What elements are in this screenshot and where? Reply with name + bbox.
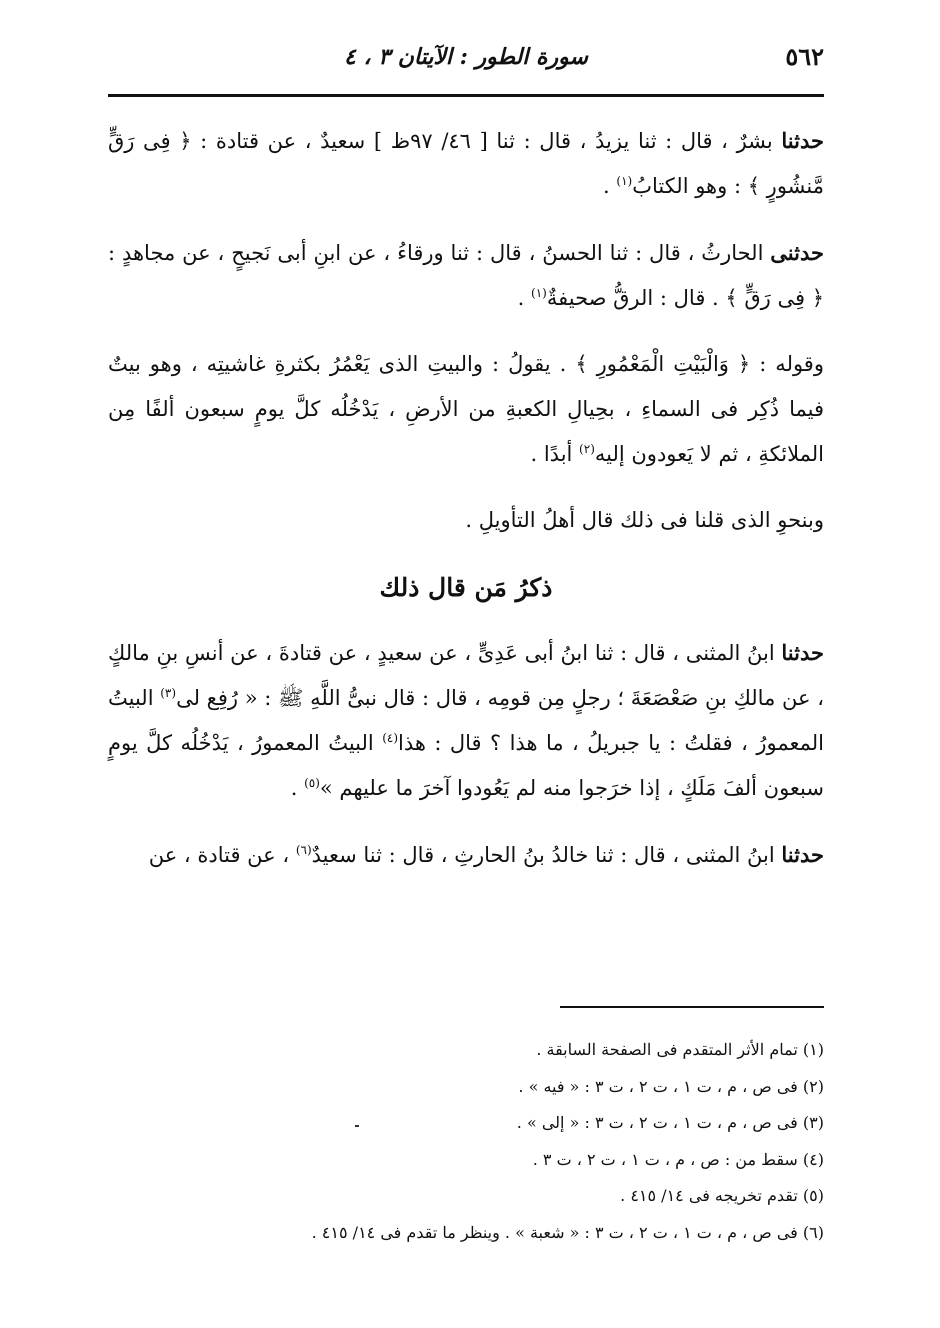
footnote-ref: (٢): [579, 442, 595, 456]
paragraph-text: البيتُ المعمورُ ، فقلتُ : يا جبريلُ ، ما هذا ؟ قال : هذا: [108, 686, 824, 755]
paragraph-text: وبنحوِ الذى قلنا فى ذلك قال أهلُ التأويلِ .: [465, 508, 824, 532]
footnote-ref: (٣): [160, 686, 177, 700]
footnote-3: (٣) فى ص ، م ، ت ١ ، ت ٢ ، ت ٣ : « إلى » .: [516, 1113, 824, 1132]
paragraph-text: ابنُ المثنى ، قال : ثنا ابنُ أبى عَدِىٍّ ، عن سعيدٍ ، عن قتادةَ ، عن أنسِ بنِ مالكٍ ، عن مالكِ بنِ صَعْصَعَةَ ؛ رجلٍ مِن قومِه ، قال : قال نبىُّ اللَّهِ ﷺ : « رُفِع لى: [108, 641, 825, 710]
header-rule: [108, 94, 824, 97]
footnote-2: (٢) فى ص ، م ، ت ١ ، ت ٢ ، ت ٣ : « فيه » .: [518, 1076, 824, 1096]
paragraph-5: [108, 630, 824, 811]
paragraph-lead: حدثنى: [770, 240, 824, 265]
footnotes: [200, 1032, 824, 1251]
paragraph-end: .: [517, 286, 532, 310]
footnote-1: (١) تمام الأثر المتقدم فى الصفحة السابقة .: [536, 1040, 824, 1059]
paragraph-text: البيتُ المعمورُ ، يَدْخُلُه كلَّ يومٍ سبعون ألفَ مَلَكٍ ، إذا خرَجوا منه لم يَعُودوا آخرَ ما عليهم »: [108, 731, 824, 800]
page-number: ٥٦٢: [785, 42, 824, 71]
paragraph-4: [108, 498, 824, 543]
paragraph-2: [108, 230, 824, 321]
scan-mark: [355, 1125, 359, 1127]
footnote-rule: [560, 1006, 824, 1008]
paragraph-text: وقوله : ﴿ وَالْبَيْتِ الْمَعْمُورِ ﴾ . يقولُ : والبيتِ الذى يَعْمُرُ بكثرةِ غاشيتِه ، وهو بيتٌ فيما ذُكِر فى السماءِ ، بحِيالِ الكعبةِ من الأرضِ ، يَدْخُلُه كلَّ يومٍ سبعون ألفًا مِن الملائكةِ ، ثم لا يَعودون إليه: [108, 352, 824, 466]
paragraph-1: [108, 118, 824, 209]
paragraph-3: [108, 342, 824, 477]
footnote-5: (٥) تقدم تخريجه فى ١٤/ ٤١٥ .: [620, 1186, 824, 1205]
footnote-ref: (٥): [304, 776, 320, 790]
paragraph-text: ابنُ المثنى ، قال : ثنا خالدُ بنُ الحارثِ ، قال : ثنا سعيدٌ: [311, 843, 775, 867]
paragraph-lead: حدثنا: [781, 640, 824, 665]
running-title: سورة الطور : الآيتان ٣ ، ٤: [344, 44, 588, 70]
footnote-ref: (١): [616, 174, 633, 188]
paragraph-6: [108, 832, 824, 878]
footnote-ref: (٦): [295, 843, 312, 857]
paragraph-lead: حدثنا: [781, 128, 824, 153]
paragraph-end: .: [290, 776, 305, 800]
paragraph-end: .: [603, 174, 617, 198]
paragraph-text: بشرٌ ، قال : ثنا يزيدُ ، قال : ثنا [ ٤٦/ ٩٧ظ ] سعيدٌ ، عن قتادة : ﴿ فِى رَقٍّ مَّنشُورٍ ﴾ : وهو الكتابُ: [108, 129, 824, 198]
footnote-6: (٦) فى ص ، م ، ت ١ ، ت ٢ ، ت ٣ : « شعبة » . وينظر ما تقدم فى ١٤/ ٤١٥ .: [311, 1222, 824, 1242]
paragraph-lead: حدثنا: [781, 842, 824, 867]
paragraph-text: الحارثُ ، قال : ثنا الحسنُ ، قال : ثنا ورقاءُ ، عن ابنِ أبى نَجيحٍ ، عن مجاهدٍ : ﴿ فِى رَقٍّ ﴾ . قال : الرقُّ صحيفةٌ: [108, 241, 824, 310]
footnote-4: (٤) سقط من : ص ، م ، ت ١ ، ت ٢ ، ت ٣ .: [532, 1149, 824, 1169]
section-heading: ذكرُ مَن قال ذلك: [379, 573, 553, 602]
paragraph-end: أبدًا .: [530, 442, 580, 466]
footnote-ref: (١): [531, 286, 547, 300]
footnote-ref: (٤): [382, 731, 399, 745]
page-header: [108, 36, 824, 86]
main-text: [108, 118, 824, 899]
paragraph-end: ، عن قتادة ، عن: [148, 843, 296, 867]
